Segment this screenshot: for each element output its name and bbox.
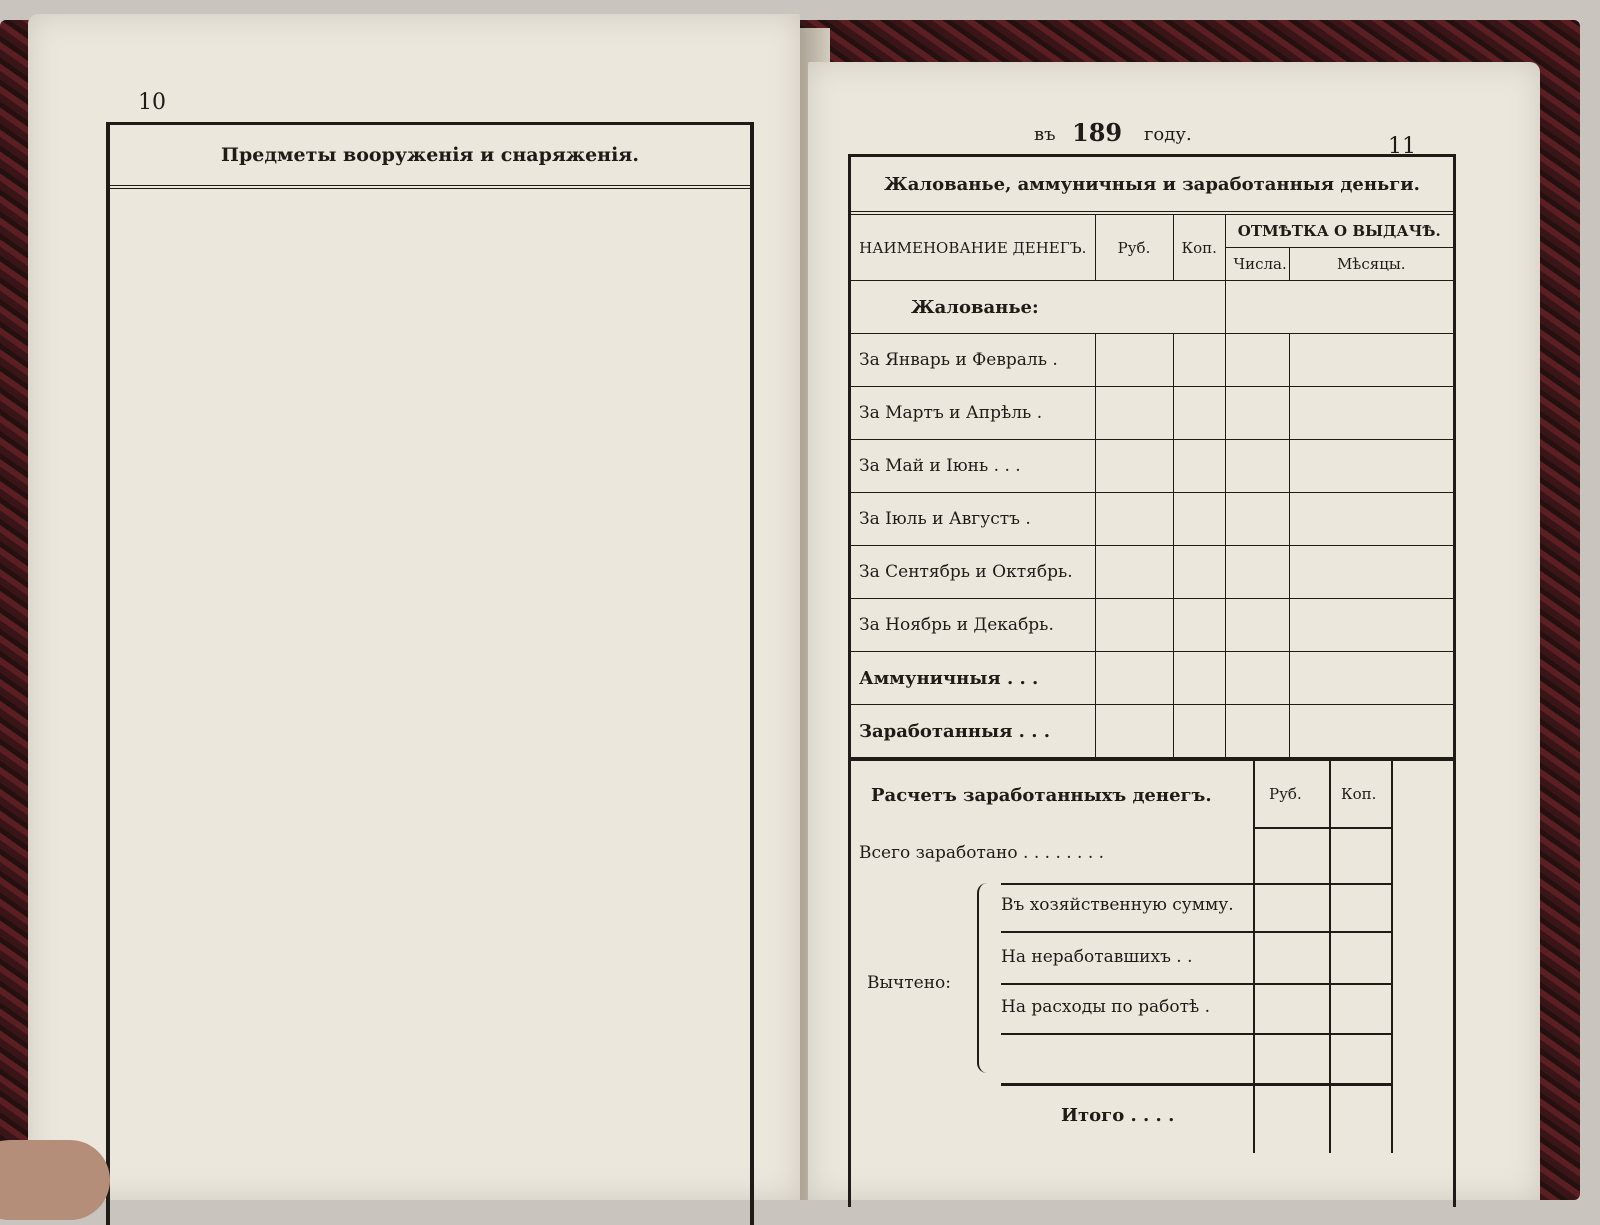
cell-month [1289, 493, 1453, 546]
row-label: За Ноябрь и Декабрь. [851, 599, 1095, 652]
cell-kop [1173, 440, 1225, 493]
cell-month [1289, 705, 1453, 758]
section-salary-empty [1225, 281, 1453, 334]
year-prefix: въ [1034, 124, 1056, 145]
table-row [851, 334, 1453, 387]
cell-kop [1173, 599, 1225, 652]
row-label: Заработанныя . . . [851, 705, 1095, 758]
equipment-frame [106, 122, 754, 1225]
table-row [851, 652, 1453, 705]
cell-rub [1095, 652, 1173, 705]
cell-rub [1095, 387, 1173, 440]
cell-kop [1173, 334, 1225, 387]
table-row [851, 599, 1453, 652]
deduction-item: На неработавшихъ . . [1001, 947, 1193, 967]
pay-title: Жалованье, аммуничныя и заработанныя деньги. [851, 157, 1453, 215]
cell-kop [1173, 493, 1225, 546]
cell-day [1225, 599, 1289, 652]
row-label: За Сентябрь и Октябрь. [851, 546, 1095, 599]
header-month: Мѣсяцы. [1289, 248, 1453, 281]
cell-day [1225, 387, 1289, 440]
cell-rub [1095, 705, 1173, 758]
calc-divider [1329, 761, 1331, 1153]
cell-kop [1173, 546, 1225, 599]
total-earned-label: Всего заработано . . . . . . . . [859, 843, 1105, 863]
calc-total-label: Итого . . . . [1061, 1105, 1175, 1126]
cell-month [1289, 440, 1453, 493]
row-label: За Январь и Февраль . [851, 334, 1095, 387]
calc-header-kop: Коп. [1341, 785, 1377, 803]
deduction-item: На расходы по работѣ . [1001, 997, 1211, 1017]
cell-month [1289, 652, 1453, 705]
left-page [28, 14, 800, 1200]
header-issue-mark: ОТМѢТКА О ВЫДАЧѢ. [1225, 215, 1453, 248]
deducted-label: Вычтено: [867, 973, 952, 993]
cell-day [1225, 546, 1289, 599]
table-row [851, 546, 1453, 599]
header-rub: Руб. [1095, 215, 1173, 281]
right-page [808, 62, 1540, 1200]
table-row [851, 440, 1453, 493]
pay-frame [848, 154, 1456, 1207]
calc-divider [1391, 761, 1393, 1153]
cell-day [1225, 705, 1289, 758]
cell-day [1225, 493, 1289, 546]
cell-rub [1095, 599, 1173, 652]
calc-divider [1253, 761, 1255, 1153]
earnings-calculation [851, 758, 1453, 1153]
equipment-heading: Предметы вооруженія и снаряженія. [110, 125, 750, 189]
header-kop: Коп. [1173, 215, 1225, 281]
page-number-right: 11 [1388, 134, 1416, 159]
cell-rub [1095, 546, 1173, 599]
cell-kop [1173, 652, 1225, 705]
year-value: 189 [1072, 118, 1123, 147]
row-label: За Мартъ и Апрѣль . [851, 387, 1095, 440]
table-row [851, 493, 1453, 546]
table-row [851, 387, 1453, 440]
deduction-item: Въ хозяйственную сумму. [1001, 895, 1234, 915]
cell-rub [1095, 334, 1173, 387]
deduction-brace [977, 883, 989, 1073]
section-salary-label: Жалованье: [851, 281, 1225, 334]
table-row [851, 705, 1453, 758]
thumb [0, 1140, 110, 1220]
page-number-left: 10 [138, 90, 166, 115]
header-name: НАИМЕНОВАНИЕ ДЕНЕГЪ. [851, 215, 1095, 281]
header-day: Числа. [1225, 248, 1289, 281]
cell-day [1225, 334, 1289, 387]
row-label: За Іюль и Августъ . [851, 493, 1095, 546]
calc-title: Расчетъ заработанныхъ денегъ. [871, 785, 1212, 806]
cell-kop [1173, 705, 1225, 758]
cell-month [1289, 599, 1453, 652]
calc-header-rub: Руб. [1269, 785, 1302, 803]
cell-month [1289, 387, 1453, 440]
cell-rub [1095, 440, 1173, 493]
cell-kop [1173, 387, 1225, 440]
cell-month [1289, 334, 1453, 387]
cell-rub [1095, 493, 1173, 546]
cell-month [1289, 546, 1453, 599]
pay-table [851, 215, 1453, 758]
cell-day [1225, 652, 1289, 705]
cell-day [1225, 440, 1289, 493]
row-label: За Май и Іюнь . . . [851, 440, 1095, 493]
row-label: Аммуничныя . . . [851, 652, 1095, 705]
year-suffix: году. [1144, 124, 1192, 145]
